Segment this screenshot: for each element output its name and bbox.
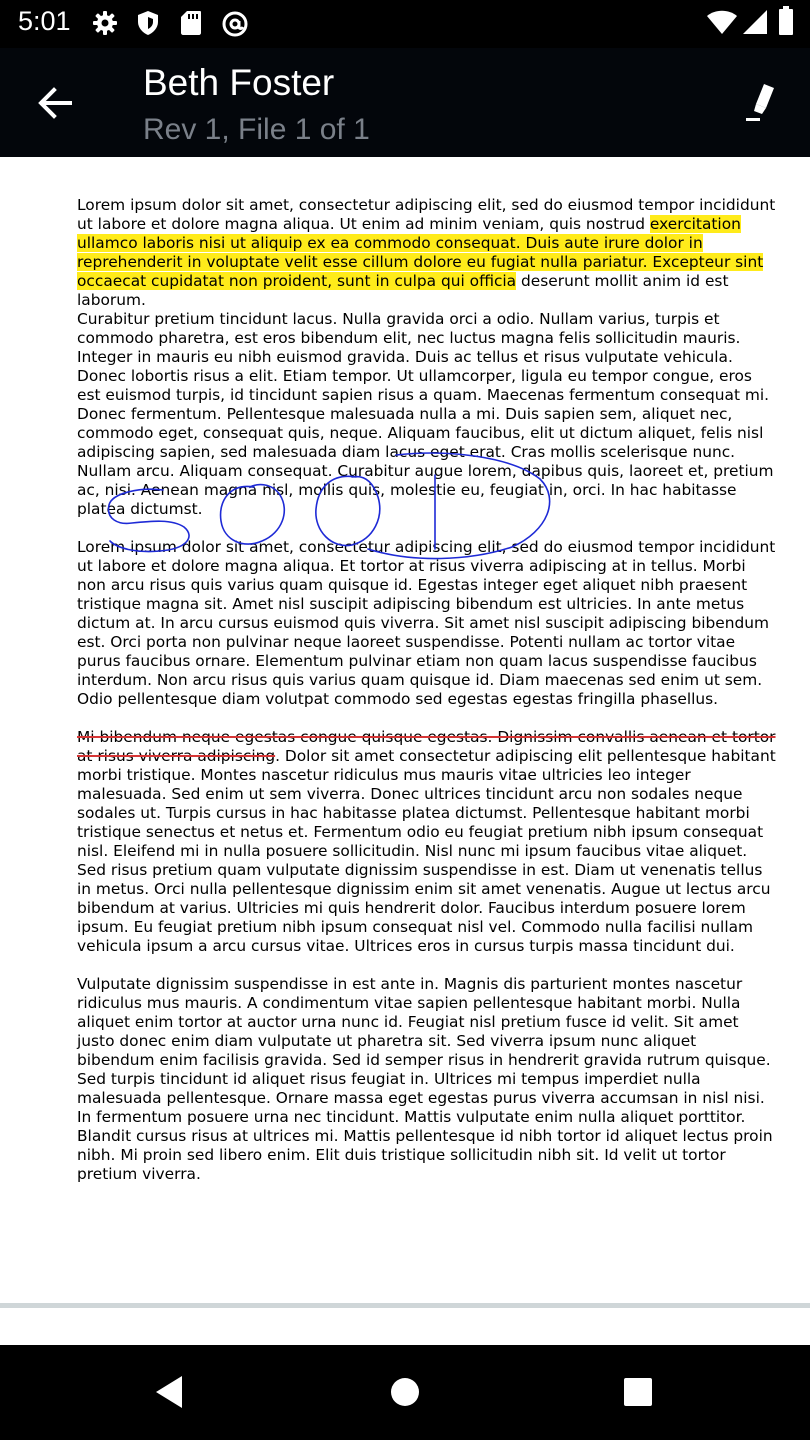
arrow-left-icon — [30, 81, 80, 125]
cell-signal-icon — [742, 9, 768, 35]
document-view[interactable] — [0, 157, 810, 1307]
back-button[interactable] — [30, 81, 80, 125]
sd-card-icon — [180, 10, 202, 36]
shield-icon — [136, 10, 160, 36]
nav-home-button[interactable] — [380, 1367, 430, 1417]
highlight-annotation[interactable]: exercitation ullamco laboris nisi ut aliquip ex ea commodo consequat. Duis aute irure dolor in reprehenderit in voluptate velit esse cillum dolore eu fugiat nulla pariatur. Excepteur sint occaecat cupidatat non proident, sunt in culpa qui officia — [77, 215, 764, 290]
paragraph-3 — [77, 728, 777, 956]
document-text — [77, 196, 777, 1203]
page-title: Beth Foster — [143, 62, 335, 103]
document-divider — [0, 1303, 810, 1308]
paragraph-3-text: . Dolor sit amet consectetur adipiscing elit pellentesque habitant morbi tristique. Montes nascetur ridiculus mus mauris vitae ultricies leo integer malesuada. Sed enim ut sem viverra. Donec ultrices tincidunt arcu non sodales neque sodales ut. Turpis cursus in hac habitasse platea dictumst. Pellentesque habitant morbi tristique senectus et netus et. Fermentum odio eu feugiat pretium nibh ipsum consequat nisl. Eleifend mi in nulla posuere sollicitudin. Nisl nunc mi ipsum faucibus vitae aliquet. Sed risus pretium quam vulputate dignissim suspendisse in est. Diam ut venenatis tellus in metus. Orci nulla pellentesque dignissim enim sit amet venenatis. Augue ut lectus arcu bibendum at varius. Ultricies mi quis hendrerit dolor. Faucibus interdum posuere lorem ipsum. Eu feugiat pretium nibh ipsum consequat nisl vel. Commodo nulla facilisi nullam vehicula ipsum a arcu cursus vitae. Ultrices eros in cursus turpis massa tincidunt dui. — [77, 747, 776, 955]
system-nav-bar — [0, 1345, 810, 1440]
battery-icon — [778, 6, 794, 36]
page-subtitle: Rev 1, File 1 of 1 — [143, 113, 370, 146]
paragraph-1 — [77, 196, 777, 519]
nav-back-icon — [145, 1367, 195, 1417]
nav-back-button[interactable] — [145, 1367, 195, 1417]
annotate-button[interactable] — [742, 78, 782, 128]
app-bar — [0, 48, 810, 157]
paragraph-1-end: deserunt mollit anim id est laborum. — [77, 272, 729, 309]
nav-recents-button[interactable] — [613, 1367, 663, 1417]
status-time: 5:01 — [18, 6, 71, 36]
paragraph-2: Lorem ipsum dolor sit amet, consectetur adipiscing elit, sed do eiusmod tempor incididunt ut labore et dolore magna aliqua. Et tortor at risus viverra adipiscing at in tellus. Morbi non arcu risus quis varius quam quisque id. Egestas integer eget aliquet nibh praesent tristique magna sit. Amet nisl suscipit adipiscing bibendum est ultricies. In ante metus dictum at. In arcu cursus euismod quis viverra. Sit amet nisl suscipit adipiscing bibendum est. Orci porta non pulvinar neque laoreet suspendisse. Potenti nullam ac tortor vitae purus faucibus ornare. Elementum pulvinar etiam non quam lacus suspendisse faucibus interdum. Non arcu risus quis varius quam quisque id. Diam maecenas sed enim ut sem. Odio pellentesque diam volutpat commodo sed egestas egestas fringilla phasellus. — [77, 538, 776, 708]
nav-recents-icon — [613, 1367, 663, 1417]
strikeout-annotation[interactable]: Mi bibendum neque egestas congue quisque egestas. Dignissim convallis aenean et tortor at risus viverra adipiscing — [77, 728, 776, 765]
status-bar — [0, 0, 810, 48]
highlighter-icon — [742, 78, 782, 128]
nav-home-icon — [380, 1367, 430, 1417]
paragraph-4: Vulputate dignissim suspendisse in est ante in. Magnis dis parturient montes nascetur ridiculus mus mauris. A condimentum vitae sapien pellentesque habitant morbi. Nulla aliquet enim tortor at auctor urna nunc id. Feugiat nisl pretium fusce id velit. Sit amet justo donec enim diam vulputate ut pharetra sit. Sed viverra ipsum nunc aliquet bibendum enim facilisis gravida. Sed id semper risus in hendrerit gravida rutrum quisque. Sed turpis tincidunt id aliquet risus feugiat in. Ultrices mi tempus imperdiet nulla malesuada pellentesque. Ornare massa eget egestas purus viverra accumsan in nisl nisi. In fermentum posuere urna nec tincidunt. Mattis vulputate enim nulla aliquet porttitor. Blandit cursus risus at ultrices mi. Mattis pellentesque id nibh tortor id aliquet lectus proin nibh. Mi proin sed libero enim. Elit duis tristique sollicitudin nibh sit. Id velit ut tortor pretium viverra. — [77, 975, 773, 1183]
paragraph-1-text: Lorem ipsum dolor sit amet, consectetur adipiscing elit, sed do eiusmod tempor incididunt ut labore et dolore magna aliqua. Ut enim ad minim veniam, quis nostrud — [77, 196, 776, 233]
wifi-icon — [706, 9, 738, 35]
gear-icon — [92, 10, 118, 36]
paragraph-1-continued: Curabitur pretium tincidunt lacus. Nulla gravida orci a odio. Nullam varius, turpis et commodo pharetra, est eros bibendum elit, nec luctus magna felis sollicitudin mauris. Integer in mauris eu nibh euismod gravida. Duis ac tellus et risus vulputate vehicula. Donec lobortis risus a elit. Etiam tempor. Ut ullamcorper, ligula eu tempor congue, eros est euismod turpis, id tincidunt sapien risus a quam. Maecenas fermentum consequat mi. Donec fermentum. Pellentesque malesuada nulla a mi. Duis sapien sem, aliquet nec, commodo eget, consequat quis, neque. Aliquam faucibus, elit ut dictum aliquet, felis nisl adipiscing sapien, sed malesuada diam lacus eget erat. Cras mollis scelerisque nunc. Nullam arcu. Aliquam consequat. Curabitur augue lorem, dapibus quis, laoreet et, pretium ac, nisi. Aenean magna nisl, mollis quis, molestie eu, feugiat in, orci. In hac habitasse platea dictumst. — [77, 310, 774, 518]
at-sign-icon — [221, 10, 249, 38]
